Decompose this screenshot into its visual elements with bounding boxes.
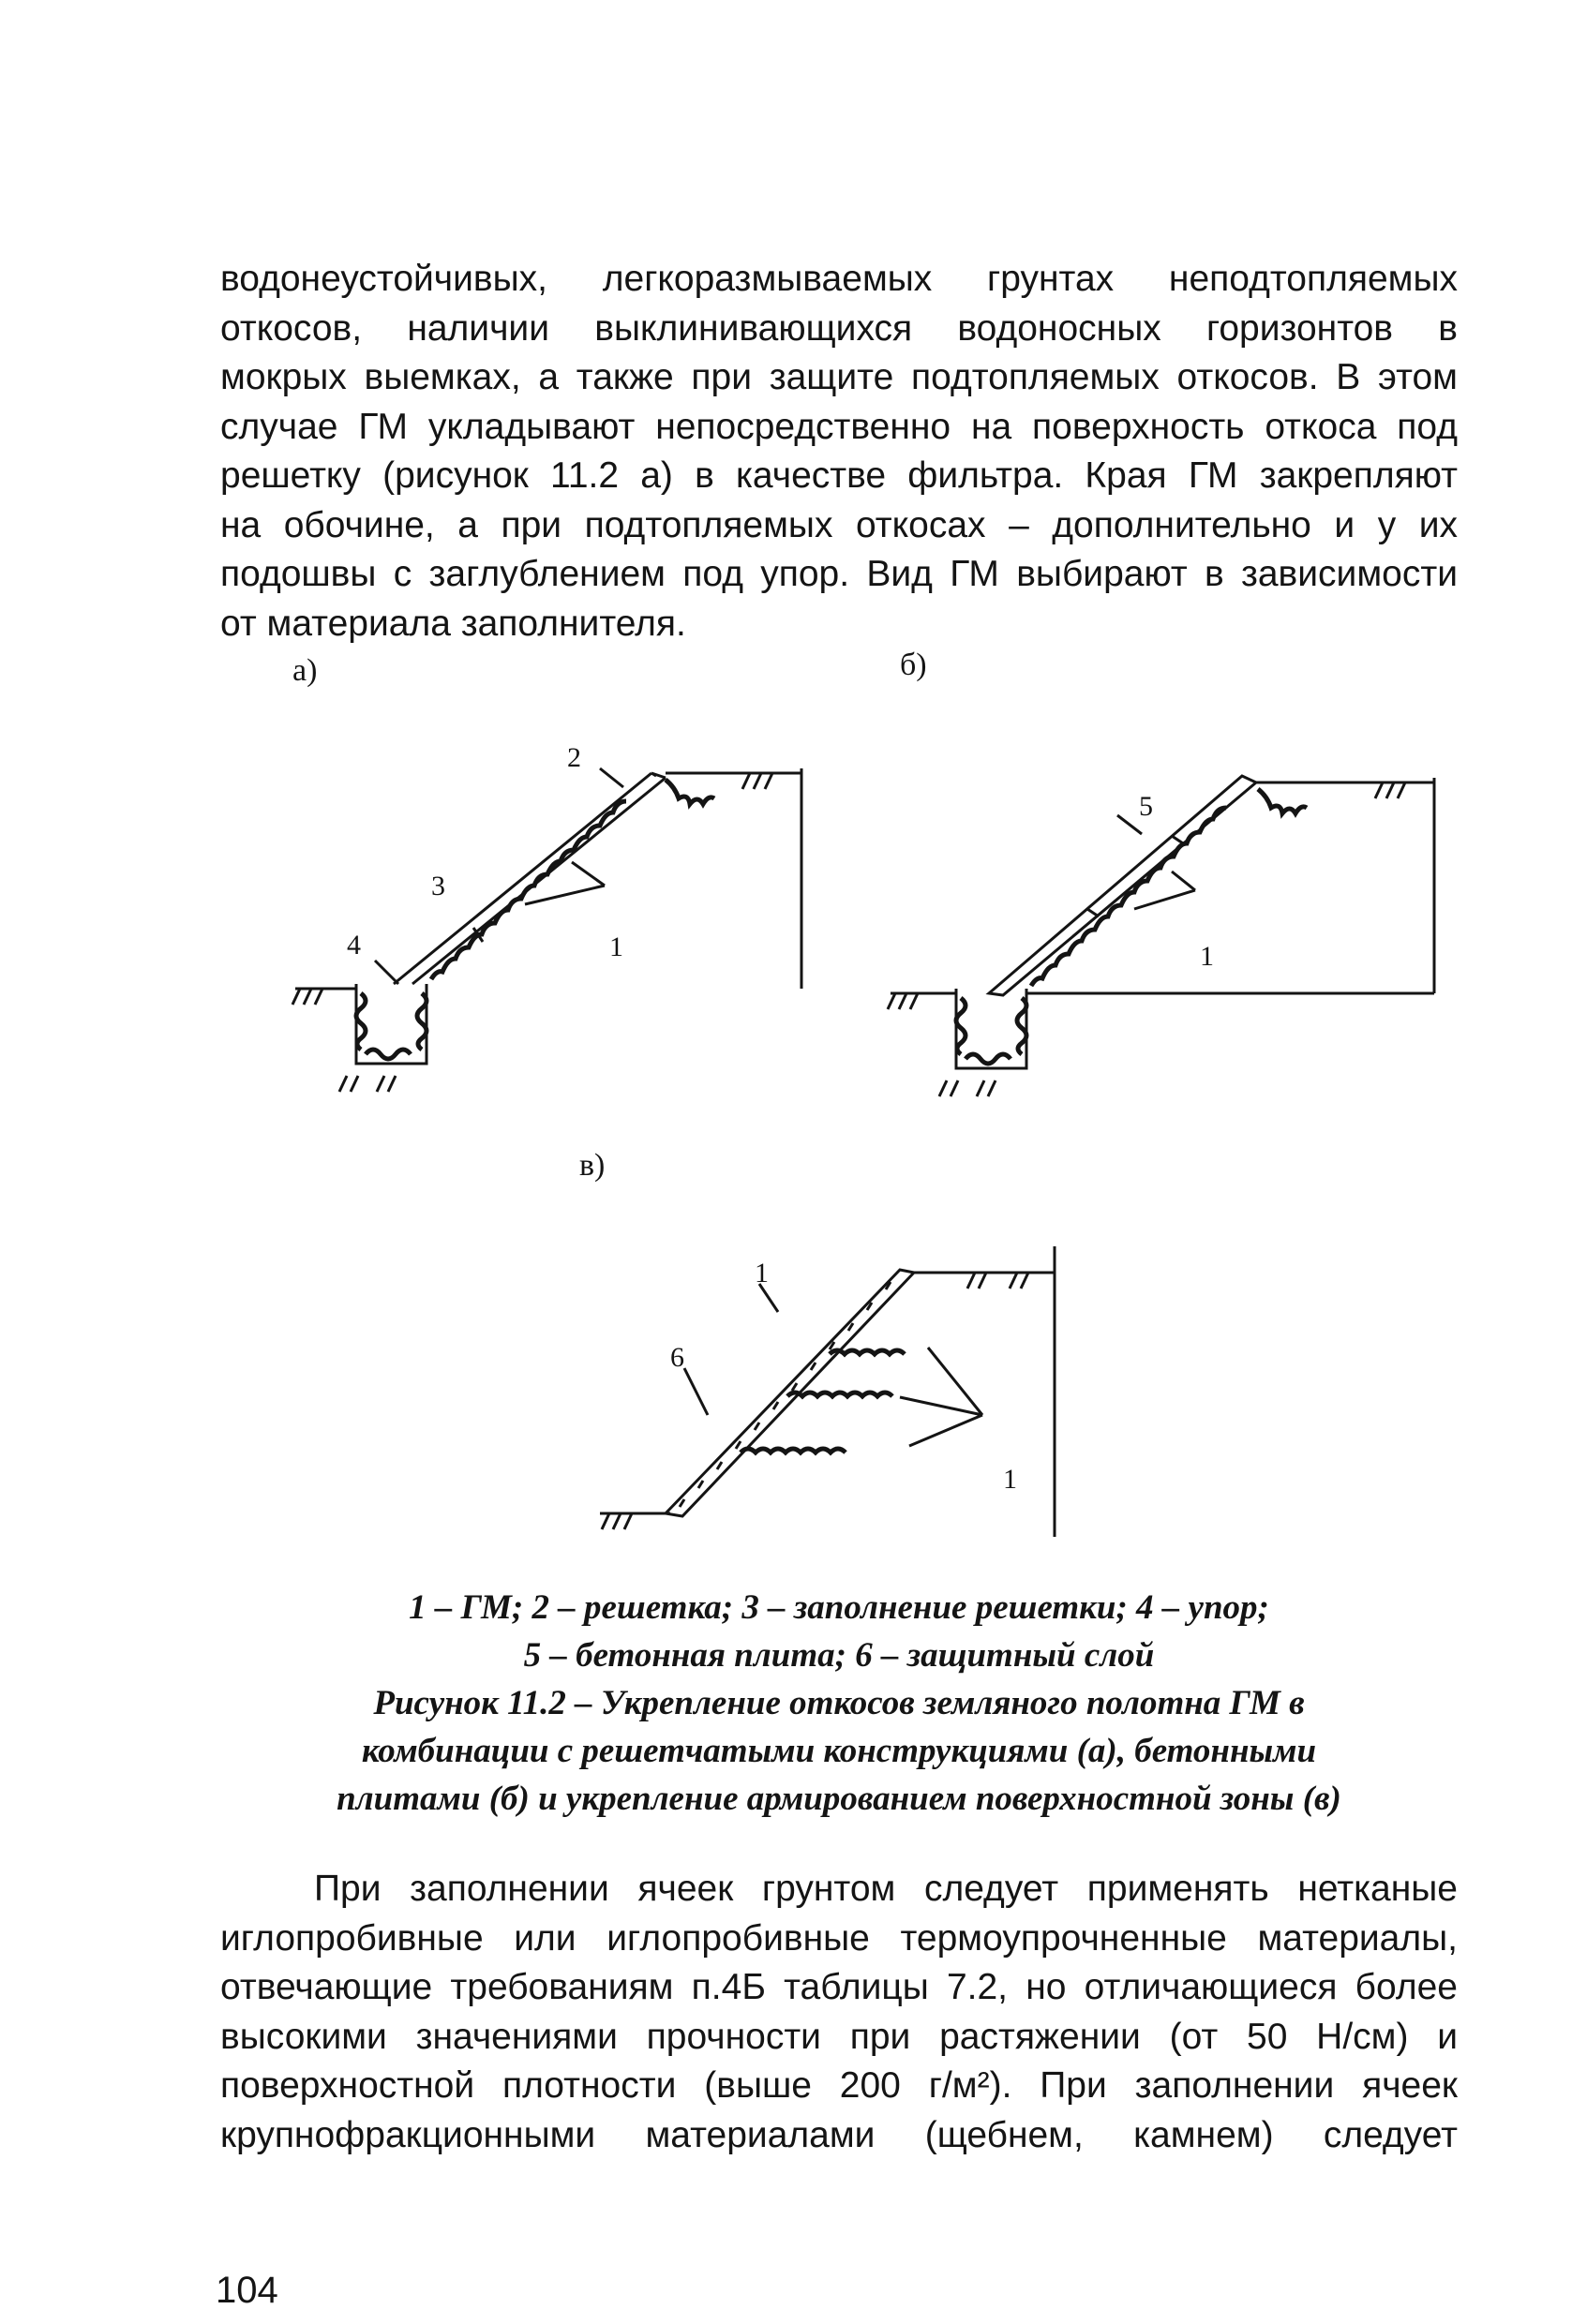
text-line: на обочине, а при подтопляемых откосах – дополнительно и у их	[220, 504, 1458, 545]
figure-panel-b	[872, 740, 1453, 1125]
caption-title-line: комбинации с решетчатыми конструкциями (а), бетонными	[361, 1732, 1317, 1770]
figure-caption	[220, 1584, 1458, 1823]
panel-c-label: в)	[579, 1148, 606, 1183]
page-number: 104	[216, 2270, 278, 2311]
text-line: поверхностной плотности (выше 200 г/м²). При заполнении ячеек	[220, 2065, 1458, 2106]
caption-title-line: плитами (б) и укрепление армированием поверхностной зоны (в)	[337, 1780, 1341, 1818]
text-line: случае ГМ укладывают непосредственно на поверхность откоса под	[220, 406, 1458, 447]
label-1-top: 1	[755, 1258, 769, 1289]
figure-panel-c	[591, 1228, 1097, 1565]
label-4: 4	[347, 930, 361, 961]
bottom-paragraph	[220, 1865, 1458, 2160]
text-line: крупнофракционными материалами (щебнем, камнем) следует	[220, 2114, 1458, 2155]
label-3: 3	[431, 871, 445, 901]
text-line: подошвы с заглублением под упор. Вид ГМ выбирают в зависимости	[220, 554, 1458, 594]
label-2: 2	[567, 742, 581, 773]
text-line: При заполнении ячеек грунтом следует применять нетканые	[314, 1869, 1458, 1909]
label-5: 5	[1139, 791, 1153, 822]
text-line: водонеустойчивых, легкоразмываемых грунтах неподтопляемых	[220, 259, 1458, 299]
text-line: от материала заполнителя.	[220, 603, 686, 644]
panel-b-label: б)	[900, 648, 927, 682]
panel-a-label: а)	[292, 653, 318, 688]
figure-panel-a	[281, 731, 825, 1125]
text-line: высокими значениями прочности при растяжении (от 50 Н/см) и	[220, 2016, 1458, 2057]
text-line: решетку (рисунок 11.2 а) в качестве фильтра. Края ГМ закрепляют	[220, 455, 1458, 496]
caption-title-line: Рисунок 11.2 – Укрепление откосов земляного полотна ГМ в	[373, 1684, 1305, 1722]
text-line: иглопробивные или иглопробивные термоупрочненные материалы,	[220, 1917, 1458, 1959]
label-1: 1	[609, 931, 623, 962]
caption-legend-line: 5 – бетонная плита; 6 – защитный слой	[523, 1636, 1155, 1675]
caption-legend-line: 1 – ГМ; 2 – решетка; 3 – заполнение решетки; 4 – упор;	[409, 1588, 1269, 1627]
text-line: отвечающие требованиям п.4Б таблицы 7.2, но отличающиеся более	[220, 1967, 1458, 2007]
text-line: мокрых выемках, а также при защите подтопляемых откосов. В этом	[220, 357, 1458, 397]
label-6: 6	[670, 1342, 684, 1373]
top-paragraph	[220, 255, 1458, 648]
text-line: откосов, наличии выклинивающихся водоносных горизонтов в	[220, 307, 1458, 349]
label-1-bottom: 1	[1003, 1464, 1017, 1495]
label-1b: 1	[1200, 941, 1214, 972]
